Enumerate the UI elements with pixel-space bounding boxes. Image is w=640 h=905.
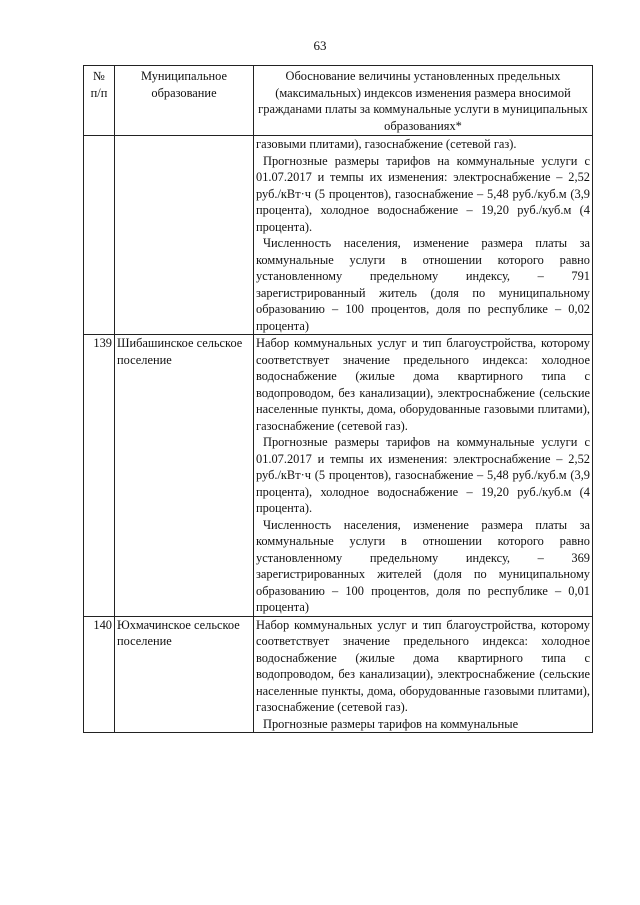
- row-justification: [254, 335, 593, 617]
- justification-paragraph: Прогнозные размеры тарифов на коммунальные услуги с 01.07.2017 и темпы их изменения: электроснабжение – 2,52 руб./кВт·ч (5 процентов), газоснабжение – 5,48 руб./куб.м (3,9 процента), холодное водоснабжение – 19,20 руб./куб.м (4 процента).: [256, 153, 590, 234]
- justification-paragraph: Прогнозные размеры тарифов на коммунальные услуги с 01.07.2017 и темпы их изменения: электроснабжение – 2,52 руб./кВт·ч (5 процентов), газоснабжение – 5,48 руб./куб.м (3,9 процента), холодное водоснабжение – 19,20 руб./куб.м (4 процента).: [256, 435, 590, 515]
- table-row: [84, 136, 593, 335]
- justification-paragraph: Численность населения, изменение размера платы за коммунальные услуги в отношении которого равно установленному предельному индексу, – 369 зарегистрированных жителей (доля по муниципальному образованию – 100 процентов, доля по республике – 0,01 процента): [256, 517, 590, 614]
- row-municipality: Шибашинское сельское поселение: [115, 335, 254, 617]
- row-number: [84, 136, 115, 335]
- row-municipality: Юхмачинское сельское поселение: [115, 616, 254, 733]
- justification-paragraph: Набор коммунальных услуг и тип благоустройства, которому соответствует значение предельного индекса: холодное водоснабжение (жилые дома квартирного типа с водопроводом, без канализации), электроснабжение (сельские населенные пункты, дома, оборудованные газовыми плитами), газоснабжение (сетевой газ).: [256, 336, 590, 433]
- row-number: 139: [84, 335, 115, 617]
- table-row: [84, 616, 593, 733]
- row-number: 140: [84, 616, 115, 733]
- justification-paragraph: Численность населения, изменение размера платы за коммунальные услуги в отношении которого равно установленному предельному индексу, – 791 зарегистрированный житель (доля по муниципальному образованию – 100 процентов, доля по республике – 0,02 процента): [256, 236, 590, 333]
- justification-paragraph: Прогнозные размеры тарифов на коммунальные: [263, 716, 519, 731]
- header-municipality: Муниципальное образование: [115, 66, 254, 136]
- justification-paragraph: газовыми плитами), газоснабжение (сетевой газ).: [256, 137, 517, 151]
- header-number: № п/п: [84, 66, 115, 136]
- table-header-row: [84, 66, 593, 136]
- tariff-index-table: [83, 65, 593, 733]
- row-justification: [254, 136, 593, 335]
- justification-paragraph: Набор коммунальных услуг и тип благоустройства, которому соответствует значение предельного индекса: холодное водоснабжение (жилые дома квартирного типа с водопроводом, без канализации), электроснабжение (сельские населенные пункты, дома, оборудованные газовыми плитами), газоснабжение (сетевой газ).: [256, 617, 590, 714]
- row-municipality: [115, 136, 254, 335]
- header-justification: Обоснование величины установленных предельных (максимальных) индексов изменения размера вносимой гражданами платы за коммунальные услуги в муниципальных образованиях*: [254, 66, 593, 136]
- row-justification: [254, 616, 593, 733]
- table-row: [84, 335, 593, 617]
- page-number: 63: [313, 38, 327, 53]
